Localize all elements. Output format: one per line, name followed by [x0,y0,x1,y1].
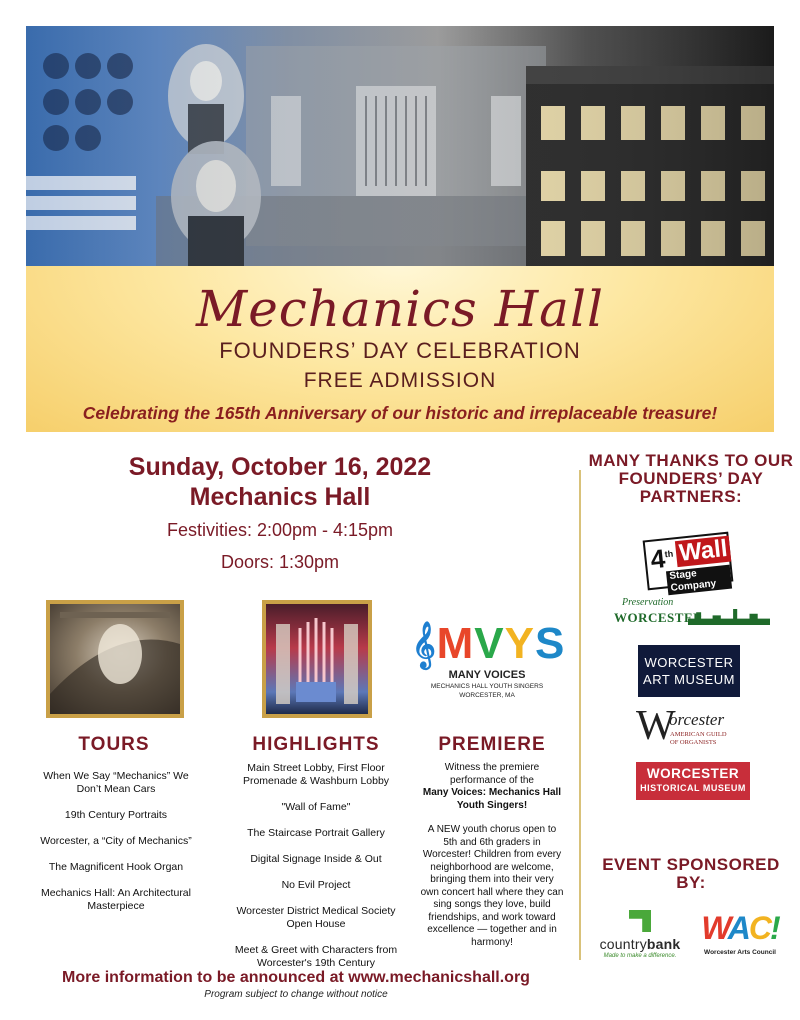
highlights-photo [262,600,372,718]
tours-item: Worcester, a “City of Mechanics” [40,835,192,847]
highlights-item: Main Street Lobby, First Floor Promenade & Washburn Lobby [242,762,390,787]
column-divider [579,470,581,960]
tours-photo [46,600,184,718]
wac-logo [700,908,780,970]
more-info-link[interactable]: More information to be announced at www.mechanicshall.org [62,969,530,986]
mvys-letter-s: S [535,619,566,668]
mvys-letter-m: M [436,619,475,668]
highlights-heading: HIGHLIGHTS [252,734,380,755]
ago-guild: AMERICAN GUILD OF ORGANISTS [670,731,727,746]
highlights-list [226,762,406,983]
premiere-text [420,762,564,949]
wac-name: Worcester Arts Council [704,949,776,956]
tours-item: When We Say “Mechanics” We Don’t Mean Cars [43,770,189,795]
premiere-body: A NEW youth chorus open to 5th and 6th graders in Worcester! Children from every neighborhood are welcome, bringing them into their very own concert hall where they can sing songs they love, build friendships, and work toward excellence — together and in harmony! [420,824,564,948]
event-doors: Doors: 1:30pm [220,552,340,572]
highlights-item: The Staircase Portrait Gallery [247,827,385,839]
wam-line1: WORCESTER [644,655,734,670]
banner-admission: FREE ADMISSION [303,369,497,392]
banner-subtitle: FOUNDERS’ DAY CELEBRATION [219,338,581,363]
fourth-wall-number: 4th [649,543,674,575]
partners-heading: MANY THANKS TO OUR FOUNDERS’ DAY PARTNERS: [588,451,794,506]
event-festivities: Festivities: 2:00pm - 4:15pm [166,520,394,540]
treble-clef-icon: 𝄞 [412,623,437,667]
organ-illustration [266,604,368,714]
highlights-item: Meet & Greet with Characters from Worcester's 19th Century [234,944,398,969]
ago-worcester-logo [636,703,746,750]
fourth-wall-word: Wall [675,536,732,568]
title-banner [26,266,774,432]
banner-title: Mechanics Hall [196,280,604,338]
preservation-word: Preservation [622,597,674,608]
ago-orcester: orcester [669,710,725,729]
countrybank-name: countrybank [599,936,681,952]
countrybank-mark-icon [629,910,651,932]
highlights-item: Worcester District Medical Society Open House [236,905,396,930]
mvys-logo [412,619,566,710]
mvys-letter-y: Y [504,619,536,668]
sponsors-heading: EVENT SPONSORED BY: [602,855,780,892]
footer [26,968,566,1001]
mvys-full-name: MECHANICS HALL YOUTH SINGERS [430,683,544,690]
premiere-chorus-name: Many Voices: Mechanics Hall Youth Singers! [422,787,562,811]
event-date: Sunday, October 16, 2022 [128,453,432,481]
banner-tagline: Celebrating the 165th Anniversary of our historic and irreplaceable treasure! [82,403,718,423]
highlights-item: Digital Signage Inside & Out [250,853,382,865]
event-details [30,452,530,576]
fourth-wall-stage: Stage Company [666,565,732,596]
highlights-item: No Evil Project [281,879,351,891]
fourth-wall-logo [643,532,734,594]
preservation-city: WORCESTER [614,610,704,625]
wam-line2: ART MUSEUM [643,672,735,687]
countrybank-tagline: Made to make a difference. [603,953,677,959]
wac-letters: WAC! [701,910,779,946]
premiere-heading: PREMIERE [438,734,546,755]
mvys-letters [412,619,566,669]
ceiling-sculpture-illustration [50,604,180,714]
mvys-place: WORCESTER, MA [459,692,515,699]
preservation-worcester-logo [608,595,770,629]
worcester-art-museum-logo [638,645,740,697]
premiere-intro: Witness the premiere performance of the [444,762,540,786]
tours-item: 19th Century Portraits [64,809,168,821]
whm-line2: HISTORICAL MUSEUM [640,783,746,793]
highlights-item: "Wall of Fame" [281,801,351,813]
event-venue: Mechanics Hall [189,483,371,511]
mvys-letter-v: V [474,619,505,668]
tours-item: Mechanics Hall: An Architectural Masterpiece [41,887,191,912]
ago-w: W [636,703,676,749]
mvys-name: MANY VOICES [448,669,526,681]
whm-line1: WORCESTER [646,766,740,781]
disclaimer: Program subject to change without notice [204,989,388,1000]
tours-heading: TOURS [78,734,150,755]
worcester-historical-museum-logo [636,762,750,800]
tours-item: The Magnificent Hook Organ [48,861,184,873]
countrybank-logo [590,910,690,970]
hero-collage-illustration [26,26,774,266]
tours-list [38,770,194,926]
hero-collage [26,26,774,266]
